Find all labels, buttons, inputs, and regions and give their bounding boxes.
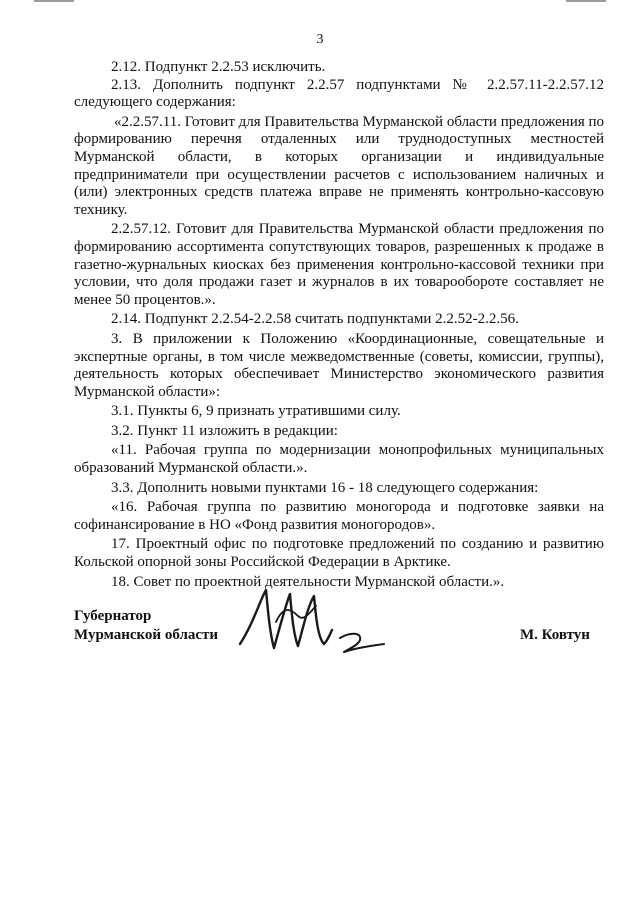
paragraph-item-17: 17. Проектный офис по подготовке предложений по созданию и развитию Кольской опорной зоны Российской Федерации в Арктике. bbox=[74, 536, 604, 571]
paragraph-2-2-57-12: 2.2.57.12. Готовит для Правительства Мурманской области предложения по формированию ассортимента сопутствующих товаров, разрешенных к продаже в газетно-журнальных киосках без применения контрольно-кассовой техники при условии, что доля продажи газет и журналов в их товарообороте составляет не менее 50 процентов.». bbox=[74, 221, 604, 308]
paragraph-item-16: «16. Рабочая группа по развитию моногорода и подготовке заявки на софинансирование в НО «Фонд развития моногородов». bbox=[74, 499, 604, 533]
paragraph-2-12: 2.12. Подпункт 2.2.53 исключить. bbox=[111, 59, 326, 75]
signatory-name: М. Ковтун bbox=[520, 627, 590, 643]
document-body bbox=[74, 59, 604, 591]
paragraph-2-2-57-11: «2.2.57.11. Готовит для Правительства Мурманской области предложения по формированию перечня отдаленных или труднодоступных местностей Мурманской области, в которых организации и индивидуальные предприниматели при осуществлении расчетов с использованием наличных и (или) электронных средств платежа вправе не применять контрольно-кассовую технику. bbox=[74, 113, 604, 218]
scan-edge-mark-right bbox=[566, 0, 606, 2]
scan-edge-mark-left bbox=[34, 0, 74, 2]
paragraph-item-18: 18. Совет по проектной деятельности Мурманской области.». bbox=[111, 573, 505, 590]
paragraph-3-1: 3.1. Пункты 6, 9 признать утратившими силу. bbox=[111, 403, 401, 420]
paragraph-3: 3. В приложении к Положению «Координационные, совещательные и экспертные органы, в том числе межведомственные (советы, комиссии, группы), деятельность которых обеспечивает Министерство экономического развития Мурманской области»: bbox=[74, 330, 604, 400]
paragraph-3-3: 3.3. Дополнить новыми пунктами 16 - 18 следующего содержания: bbox=[111, 479, 539, 496]
paragraph-2-14: 2.14. Подпункт 2.2.54-2.2.58 считать подпунктами 2.2.52-2.2.56. bbox=[111, 311, 519, 328]
signatory-position-line2: Мурманской области bbox=[74, 627, 219, 643]
paragraph-2-13: 2.13. Дополнить подпункт 2.2.57 подпунктами № 2.2.57.11-2.2.57.12 следующего содержания: bbox=[74, 76, 604, 111]
handwritten-signature bbox=[232, 582, 392, 662]
page-number: 3 bbox=[316, 32, 324, 47]
signatory-position bbox=[74, 607, 218, 645]
paragraph-item-11: «11. Рабочая группа по модернизации монопрофильных муниципальных образований Мурманской области.». bbox=[74, 442, 604, 477]
signatory-position-line1: Губернатор bbox=[74, 608, 152, 624]
paragraph-3-2: 3.2. Пункт 11 изложить в редакции: bbox=[111, 422, 338, 439]
